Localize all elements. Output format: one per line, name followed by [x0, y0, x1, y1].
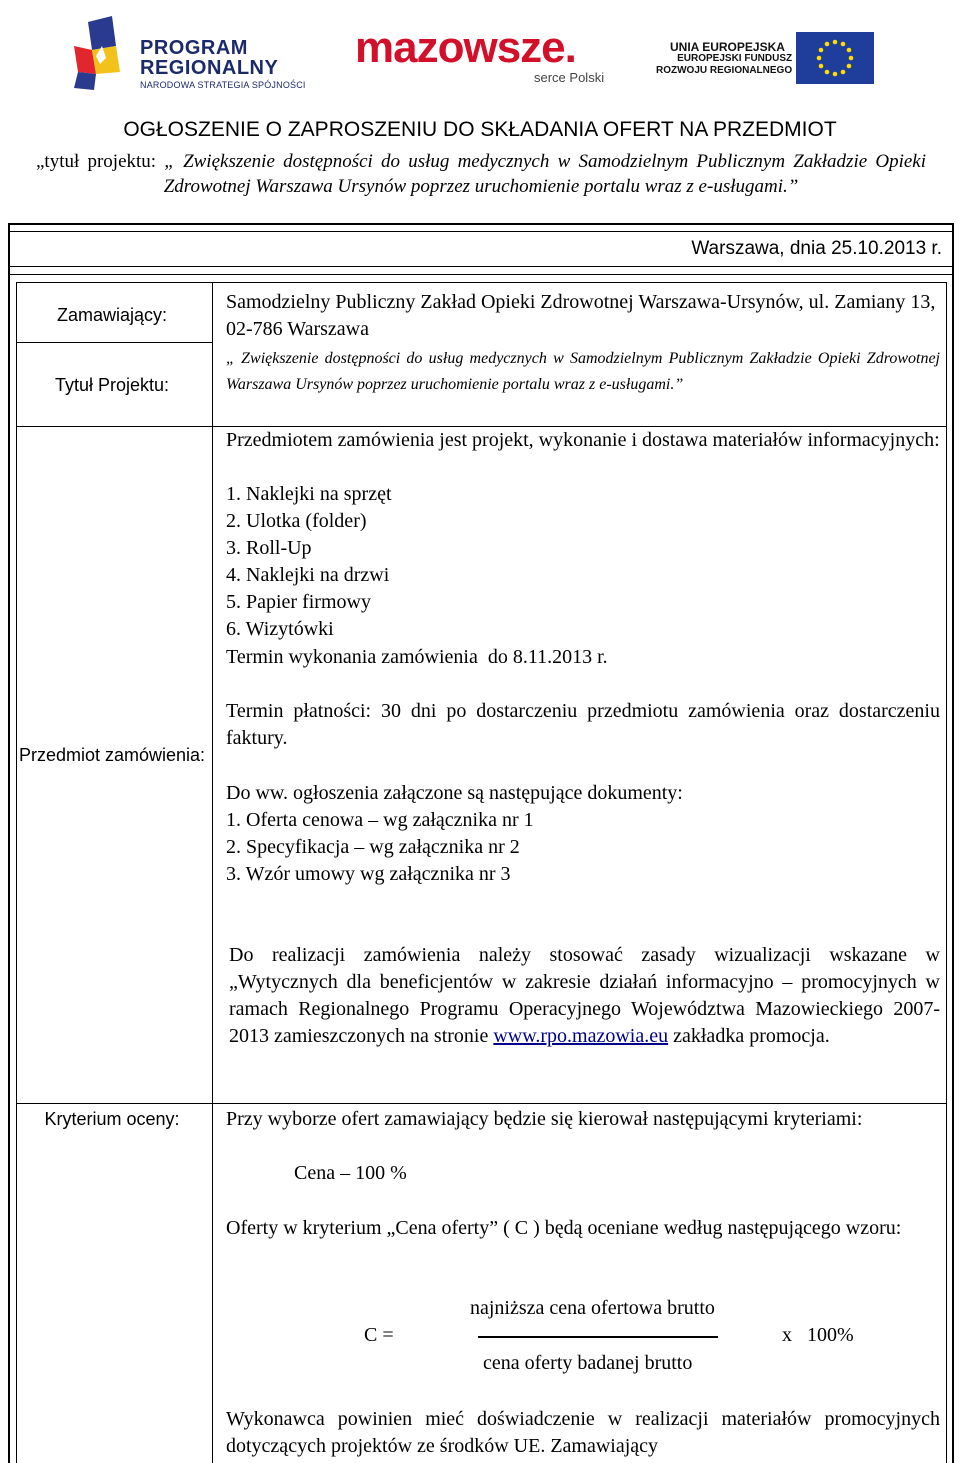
- criteria-formula-intro: Oferty w kryterium „Cena oferty” ( C ) będą oceniane według następującego wzoru:: [226, 1217, 902, 1239]
- list-item: 2. Ulotka (folder): [226, 510, 367, 532]
- column-divider: [212, 282, 213, 1463]
- list-item: 6. Wizytówki: [226, 618, 334, 640]
- row-divider-1: [16, 342, 213, 343]
- list-item: 1. Naklejki na sprzęt: [226, 483, 392, 505]
- payment-terms: Termin płatności: 30 dni po dostarczeniu przedmiotu zamówienia oraz dostarczeniu faktury.: [226, 700, 940, 749]
- formula-denominator: cena oferty badanej brutto: [483, 1352, 693, 1374]
- right-border: [946, 282, 947, 1463]
- label-kryterium-oceny: Kryterium oceny:: [44, 1109, 180, 1129]
- project-prefix: „tytuł projektu:: [36, 151, 157, 172]
- list-item: 2. Specyfikacja – wg załącznika nr 2: [226, 836, 520, 858]
- project-title-value: „ Zwiększenie dostępności do usług medycznych w Samodzielnym Publicznym Zakładzie Opieki Zdrowotnej Warszawa Ursynów poprzez uruchomienie portalu wraz z e-usługami.”: [226, 350, 940, 393]
- label-zamawiajacy: Zamawiający:: [56, 305, 168, 325]
- subject-intro: Przedmiotem zamówienia jest projekt, wykonanie i dostawa materiałów informacyjnych:: [226, 429, 940, 451]
- formula-lhs: C =: [364, 1324, 394, 1346]
- row-divider-3: [16, 1103, 946, 1104]
- list-item: 1. Oferta cenowa – wg załącznika nr 1: [226, 809, 534, 831]
- completion-deadline: Termin wykonania zamówienia do 8.11.2013 r.: [226, 646, 608, 668]
- label-przedmiot-zamowienia: Przedmiot zamówienia:: [18, 745, 206, 765]
- eu-flag-icon: [796, 32, 874, 84]
- program-regionalny-emblem-icon: [72, 16, 124, 90]
- formula-numerator: najniższa cena ofertowa brutto: [470, 1297, 715, 1319]
- program-label: PROGRAM: [140, 37, 248, 59]
- link-suffix: zakładka promocja.: [668, 1025, 830, 1047]
- left-border: [16, 282, 17, 1463]
- date-row-line: [8, 266, 954, 267]
- eu-fund-line2: ROZWOJU REGIONALNEGO: [656, 65, 793, 76]
- list-item: 4. Naklejki na drzwi: [226, 564, 390, 586]
- project-title-header: [36, 149, 926, 199]
- list-item: 3. Wzór umowy wg załącznika nr 3: [226, 863, 511, 885]
- announcement-date: Warszawa, dnia 25.10.2013 r.: [691, 238, 942, 259]
- frame-inner-line: [8, 231, 954, 232]
- eu-title: UNIA EUROPEJSKA: [670, 40, 785, 54]
- project-title: „ Zwiększenie dostępności do usług medycznych w Samodzielnym Publicznym Zakładzie Opieki Zdrowotnej Warszawa Ursynów poprzez uruchomienie portalu wraz z e-usługami.”: [163, 151, 926, 197]
- table-top-line: [16, 282, 946, 283]
- criteria-price: Cena – 100 %: [294, 1162, 407, 1184]
- contractor-experience: Wykonawca powinien mieć doświadczenie w realizacji materiałów promocyjnych dotyczących projektów ze środków UE. Zamawiający: [226, 1408, 940, 1457]
- formula-fraction-line: [478, 1336, 718, 1338]
- regionalny-label: REGIONALNY: [140, 57, 279, 79]
- documents-list: [226, 807, 940, 888]
- visualization-text: Do realizacji zamówienia należy stosować zasady wizualizacji wskazane w „Wytycznych dla beneficjentów w zakresie działań informacyjno – promocyjnych w ramach Regionalnego Programu Operacyjnego Województwa Mazowieckiego 2007-2013 zamieszczonych na stronie: [229, 944, 940, 1047]
- list-item: 5. Papier firmowy: [226, 591, 371, 613]
- eu-fund-line1: EUROPEJSKI FUNDUSZ: [677, 53, 793, 64]
- zamawiajacy-value: Samodzielny Publiczny Zakład Opieki Zdrowotnej Warszawa-Ursynów, ul. Zamiany 13, 02-786 Warszawa: [226, 291, 936, 340]
- label-tytul-projektu: Tytuł Projektu:: [54, 375, 170, 395]
- mazowsze-wordmark: mazowsze.: [355, 23, 576, 72]
- rpo-link[interactable]: www.rpo.mazowia.eu: [493, 1025, 669, 1047]
- subject-items: [226, 481, 940, 643]
- list-item: 3. Roll-Up: [226, 537, 312, 559]
- criteria-intro: Przy wyborze ofert zamawiający będzie się kierował następującymi kryteriami:: [226, 1108, 863, 1130]
- documents-intro: Do ww. ogłoszenia załączone są następujące dokumenty:: [226, 782, 683, 804]
- visualization-rules: [229, 942, 940, 1050]
- mazowsze-tagline: serce Polski: [534, 70, 605, 85]
- announcement-title: OGŁOSZENIE O ZAPROSZENIU DO SKŁADANIA OFERT NA PRZEDMIOT: [123, 118, 837, 141]
- formula-multiplier: x 100%: [782, 1324, 854, 1346]
- date-row-line-2: [8, 274, 954, 275]
- strategy-label: NARODOWA STRATEGIA SPÓJNOŚCI: [140, 80, 306, 90]
